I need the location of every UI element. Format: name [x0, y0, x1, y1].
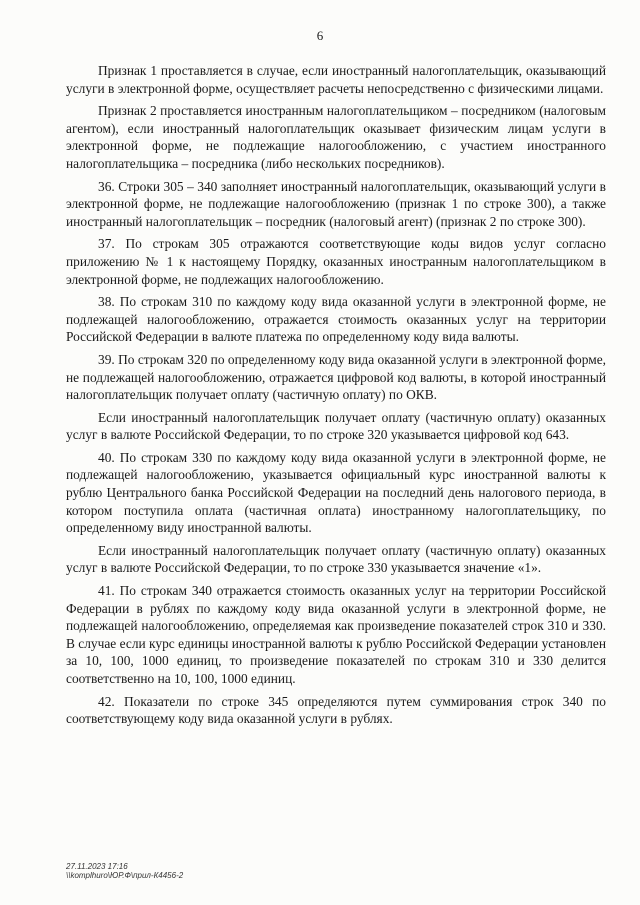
paragraph: 41. По строкам 340 отражается стоимость оказанных услуг на территории Российской Федерации в рублях по каждому коду вида оказанной услуги в электронной форме, не подлежащей налогообложению, определяемая как произведение показателей строк 310 и 330. В случае если курс единицы иностранной валюты к рублю Российской Федерации установлен за 10, 100, 1000 единиц, то произведение показателей по строкам 310 и 330 делится соответственно на 10, 100, 1000 единиц.	[66, 583, 606, 686]
paragraph: Признак 2 проставляется иностранным налогоплательщиком – посредником (налоговым агентом), если иностранный налогоплательщик оказывает физическим лицам услуги в электронной форме, не подлежащие налогообложению, с участием иностранного налогоплательщика – посредника (либо нескольких посредников).	[66, 103, 606, 171]
page-number: 6	[316, 28, 324, 43]
document-footer	[66, 862, 183, 880]
footer-file-path: \\komplhuro\ЮР.Ф\прил-К4456-2	[66, 871, 184, 880]
paragraph: 38. По строкам 310 по каждому коду вида оказанной услуги в электронной форме, не подлежащей налогообложению, отражается стоимость оказанных услуг на территории Российской Федерации в валюте платежа по определенному коду вида валюты.	[66, 294, 606, 345]
paragraph: 36. Строки 305 – 340 заполняет иностранный налогоплательщик, оказывающий услуги в электронной форме, не подлежащие налогообложению (признак 1 по строке 300), а также иностранный налогоплательщик – посредник (налоговый агент) (признак 2 по строке 300).	[66, 178, 606, 229]
paragraph: Если иностранный налогоплательщик получает оплату (частичную оплату) оказанных услуг в валюте Российской Федерации, то по строке 330 указывается значение «1».	[66, 542, 606, 576]
footer-timestamp: 27.11.2023 17:16	[66, 862, 128, 871]
paragraph: 40. По строкам 330 по каждому коду вида оказанной услуги в электронной форме, не подлежащей налогообложению, указывается официальный курс иностранной валюты к рублю Центрального банка Российской Федерации на последний день налогового периода, в котором поступила оплата (частичная оплата) иностранному налогоплательщику, по определенному виду иностранной валюты.	[66, 449, 606, 536]
document-body	[66, 62, 606, 733]
paragraph: 39. По строкам 320 по определенному коду вида оказанной услуги в электронной форме, не подлежащей налогообложению, отражается цифровой код валюты, в которой иностранный налогоплательщик получает оплату (частичную оплату) по ОКВ.	[66, 351, 606, 403]
paragraph: Признак 1 проставляется в случае, если иностранный налогоплательщик, оказывающий услуги в электронной форме, осуществляет расчеты непосредственно с физическими лицами.	[66, 63, 606, 96]
paragraph: 37. По строкам 305 отражаются соответствующие коды видов услуг согласно приложению № 1 к настоящему Порядку, оказанных иностранным налогоплательщиком в электронной форме, не подлежащих налогообложению.	[66, 236, 606, 287]
paragraph: Если иностранный налогоплательщик получает оплату (частичную оплату) оказанных услуг в валюте Российской Федерации, то по строке 320 указывается цифровой код 643.	[66, 409, 606, 443]
paragraph: 42. Показатели по строке 345 определяются путем суммирования строк 340 по соответствующему коду вида оказанной услуги в рублях.	[66, 693, 606, 727]
